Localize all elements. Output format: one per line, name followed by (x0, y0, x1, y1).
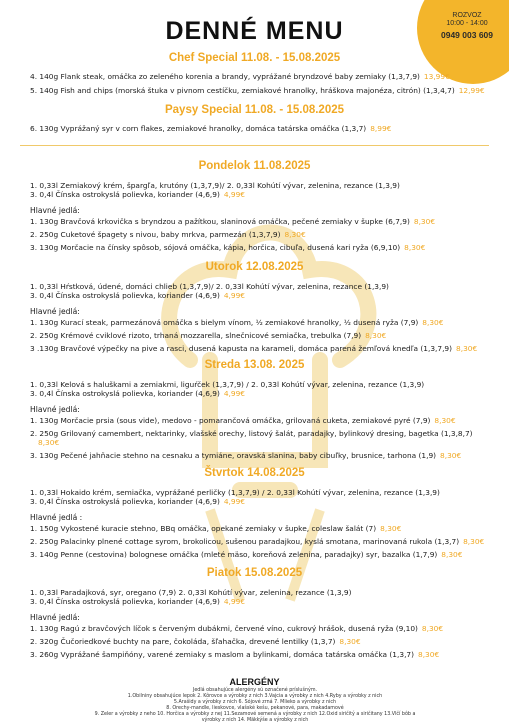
day-heading: Piatok 15.08.2025 (206, 567, 303, 579)
main-dish-item (30, 217, 479, 226)
item-text: 6. 130g Vyprážaný syr v corn flakes, zemiakové hranolky, domáca tatárska omáčka (1,3,7) (30, 124, 367, 133)
item-price: 8,30€ (380, 524, 402, 533)
item-price: 8,30€ (456, 344, 478, 353)
item-price: 8,30€ (421, 624, 444, 633)
main-dish-item (30, 243, 479, 252)
item-price: 13,99€ (423, 72, 450, 81)
soup-item (30, 497, 479, 506)
item-text: 3. 0,4l Čínska ostrokyslá polievka, koriander (4,6,9) (30, 596, 220, 606)
day-heading: Utorok 12.08.2025 (205, 261, 304, 273)
item-price: 8,30€ (440, 451, 462, 460)
item-text: 3. 130g Morčacie na čínsky spôsob, sójová omáčka, kápia, horčica, cibuľa, dusená kari ryža (6,9,10) (30, 243, 401, 252)
item-text: 2. 250g Cuketové špagety s nivou, baby mrkva, parmezán (1,3,7,9) (30, 230, 281, 239)
allergen-line: 9. Zeler a výrobky z neho 10. Horčica a výrobky z nej 11.Sezamové semená a výrobky z nich 12.Oxid siričitý a siričitany 13.Vlčí bôb a (94, 711, 416, 717)
item-text: 1. 0,33l Paradajková, syr, oregano (7,9) 2. 0,33l Kohútí vývar, zelenina, rezance (1,3,9) (30, 588, 352, 597)
main-dish-item (30, 650, 479, 659)
day-heading: Streda 13.08. 2025 (204, 359, 305, 371)
allergen-line: 8. Orechy-mandle, lieskovce, vlašské kešu, pekanové, para, makadamové (166, 705, 344, 711)
item-text: 1. 0,33l Hokaido krém, semiačka, vyprážané perličky (1,3,7,9) / 2. 0,33l Kohútí vývar, zelenina, rezance (1,3,9) (30, 488, 440, 497)
item-price: 4,99€ (223, 189, 246, 199)
item-price: 8,30€ (418, 650, 440, 659)
item-text: 5. 140g Fish and chips (morská štuka v pivnom cestíčku, zemiakové hranolky, hráškova majonéza, citrón) (1,3,4,7) (30, 86, 455, 95)
chef-special-heading: Chef Special 11.08. - 15.08.2025 (168, 52, 341, 64)
phone-number[interactable]: 0949 003 609 (441, 30, 493, 40)
allergen-line: 5.Arašidy a výrobky z nich 6. Sójové zrná 7. Mlieko a výrobky z nich (173, 699, 337, 705)
item-price: 4,99€ (223, 496, 246, 506)
item-text: 1. 130g Bravčová krkovička s bryndzou a pažítkou, slaninová omáčka, pečené zemiaky v šupke (6,7,9) (30, 217, 410, 226)
soup-item (30, 389, 479, 398)
main-dish-item (30, 230, 479, 239)
mains-label: Hlavné jedlá: (30, 307, 80, 316)
item-text: 3. 0,4l Čínska ostrokyslá polievka, koriander (4,6,9) (30, 189, 220, 199)
item-price: 8,30€ (441, 550, 463, 559)
item-text: 3. 130g Pečené jahňacie stehno na cesnaku a tymiáne, oravská slanina, baby cibuľky, brusnice, tarhona (1,9) (30, 451, 437, 460)
item-price: 8,30€ (434, 416, 456, 425)
special-item (30, 124, 479, 133)
main-dish-item (30, 331, 479, 340)
allergen-line: Jedlá obsahujúce alergény sú označené príslušným. (192, 688, 318, 693)
item-price: 8,30€ (422, 318, 444, 327)
item-text: 2. 320g Čučoriedkové buchty na pare, čokoláda, šľahačka, drevené lentilky (1,3,7) (30, 637, 336, 646)
item-text: 3 .130g Bravčové výpečky na pive a rasci, dusená kapusta na karameli, domáca parená žemľová knedľa (1,3,7,9) (30, 344, 453, 353)
item-text: 1. 130g Kurací steak, parmezánová omáčka s bielym vínom, ½ zemiakové hranolky, ½ dusená ryža (7,9) (30, 318, 419, 327)
item-text: 1. 0,33l Zemiakový krém, špargľa, krutóny (1,3,7,9)/ 2. 0,33l Kohútí vývar, zelenina, rezance (1,3,9) (30, 181, 400, 190)
item-price: 8,30€ (339, 637, 361, 646)
day-heading: Štvrtok 14.08.2025 (204, 467, 305, 479)
mains-label: Hlavné jedlá : (30, 513, 83, 522)
item-price: 4,99€ (223, 596, 246, 606)
item-text: 1. 130g Morčacie prsia (sous vide), medovo - pomarančová omáčka, grilovaná cuketa, zemiakové pyré (7,9) (30, 416, 431, 425)
allergens-title: ALERGÉNY (229, 677, 280, 687)
divider (20, 145, 489, 146)
item-price: 8,30€ (413, 217, 436, 226)
item-text: 1. 130g Ragú z bravčových líčok s červeným dubákmi, červené víno, cukrový hrášok, dusená ryža (9,10) (30, 624, 418, 633)
item-text: 3. 0,4l Čínska ostrokyslá polievka, koriander (4,6,9) (30, 496, 220, 506)
main-dish-item (30, 524, 479, 533)
item-price: 4,99€ (223, 388, 246, 398)
allergens-text (90, 688, 420, 723)
mains-label: Hlavné jedlá: (30, 206, 80, 215)
item-price: 8,99€ (370, 124, 392, 133)
page-title: DENNÉ MENU (165, 17, 344, 45)
item-text: 3. 260g Vyprážané šampiňóny, varené zemiaky s maslom a bylinkami, domáca tatárska omáčka (1,3,7) (30, 650, 414, 659)
paysy-special-heading: Paysy Special 11.08. - 15.08.2025 (164, 104, 345, 116)
item-price: 12,99€ (458, 86, 485, 95)
item-text: 3. 0,4l Čínska ostrokyslá polievka, koriander (4,6,9) (30, 388, 220, 398)
item-price: 8,30€ (284, 230, 306, 239)
item-text: 2. 250g Krémové cviklové rizoto, trhaná mozzarella, slnečnicové semiačka, trebulka (7,9) (30, 331, 362, 340)
item-text: 3. 0,4l Čínska ostrokyslá polievka, koriander (4,6,9) (30, 290, 220, 300)
item-text: 1. 150g Vykostené kuracie stehno, BBq omáčka, opekané zemiaky v šupke, coleslaw šalát (7) (30, 524, 377, 533)
main-dish-item (30, 451, 479, 460)
soup-item (30, 291, 479, 300)
item-price: 4,99€ (223, 290, 246, 300)
item-text: 2. 250g Palacinky plnené cottage syrom, brokolicou, sušenou paradajkou, kyslá smotana, marinovaná rukola (1,3,7) (30, 537, 460, 546)
delivery-hours: 10:00 - 14:00 (446, 20, 488, 27)
allergen-line: výrobky z nich 14. Mäkkýše a výrobky z nich (201, 717, 309, 723)
main-dish-item (30, 624, 479, 633)
item-price: 8,30€ (404, 243, 426, 252)
item-text: 3. 140g Penne (cestovina) bolognese omáčka (mleté mäso, koreňová zelenina, paradajky) syr, bazalka (1,7,9) (30, 550, 438, 559)
soup-item (30, 190, 479, 199)
main-dish-item (30, 429, 479, 447)
special-item (30, 86, 485, 95)
item-text: 2. 250g Grilovaný camembert, nektarinky, vlašské orechy, listový šalát, paradajky, bylinkový dresing, bagetka (1,3,8,7) (30, 429, 473, 438)
main-dish-item (30, 416, 479, 425)
item-price: 8,30€ (365, 331, 387, 340)
main-dish-item (30, 550, 479, 559)
special-item (30, 72, 479, 81)
allergen-line: 1.Obilniny obsahujúce lepok 2. Kôrovce a výrobky z nich 3.Vajcia a výrobky z nich 4.Ryby a výrobky z nich (127, 693, 383, 699)
day-heading: Pondelok 11.08.2025 (198, 160, 311, 172)
soup-item (30, 597, 479, 606)
item-text: 4. 140g Flank steak, omáčka zo zeleného korenia a brandy, vyprážané bryndzové baby zemiaky (1,3,7,9) (30, 72, 420, 81)
item-text: 1. 0,33l Hŕstková, údené, domáci chlieb (1,3,7,9)/ 2. 0,33l Kohútí vývar, zelenina, rezance (1,3,9) (30, 282, 389, 291)
mains-label: Hlavné jedlá: (30, 613, 80, 622)
delivery-label: ROZVOZ (452, 12, 482, 19)
item-price: 8,30€ (463, 537, 485, 546)
main-dish-item (30, 344, 479, 353)
item-price: 8,30€ (38, 438, 60, 447)
mains-label: Hlavné jedlá: (30, 405, 80, 414)
main-dish-item (30, 637, 479, 646)
main-dish-item (30, 318, 479, 327)
main-dish-item (30, 537, 485, 546)
item-text: 1. 0,33l Kelová s haluškami a zemiakmi, liguŕček (1,3,7,9) / 2. 0,33l Kohútí vývar, zelenina, rezance (1,3,9) (30, 380, 425, 389)
